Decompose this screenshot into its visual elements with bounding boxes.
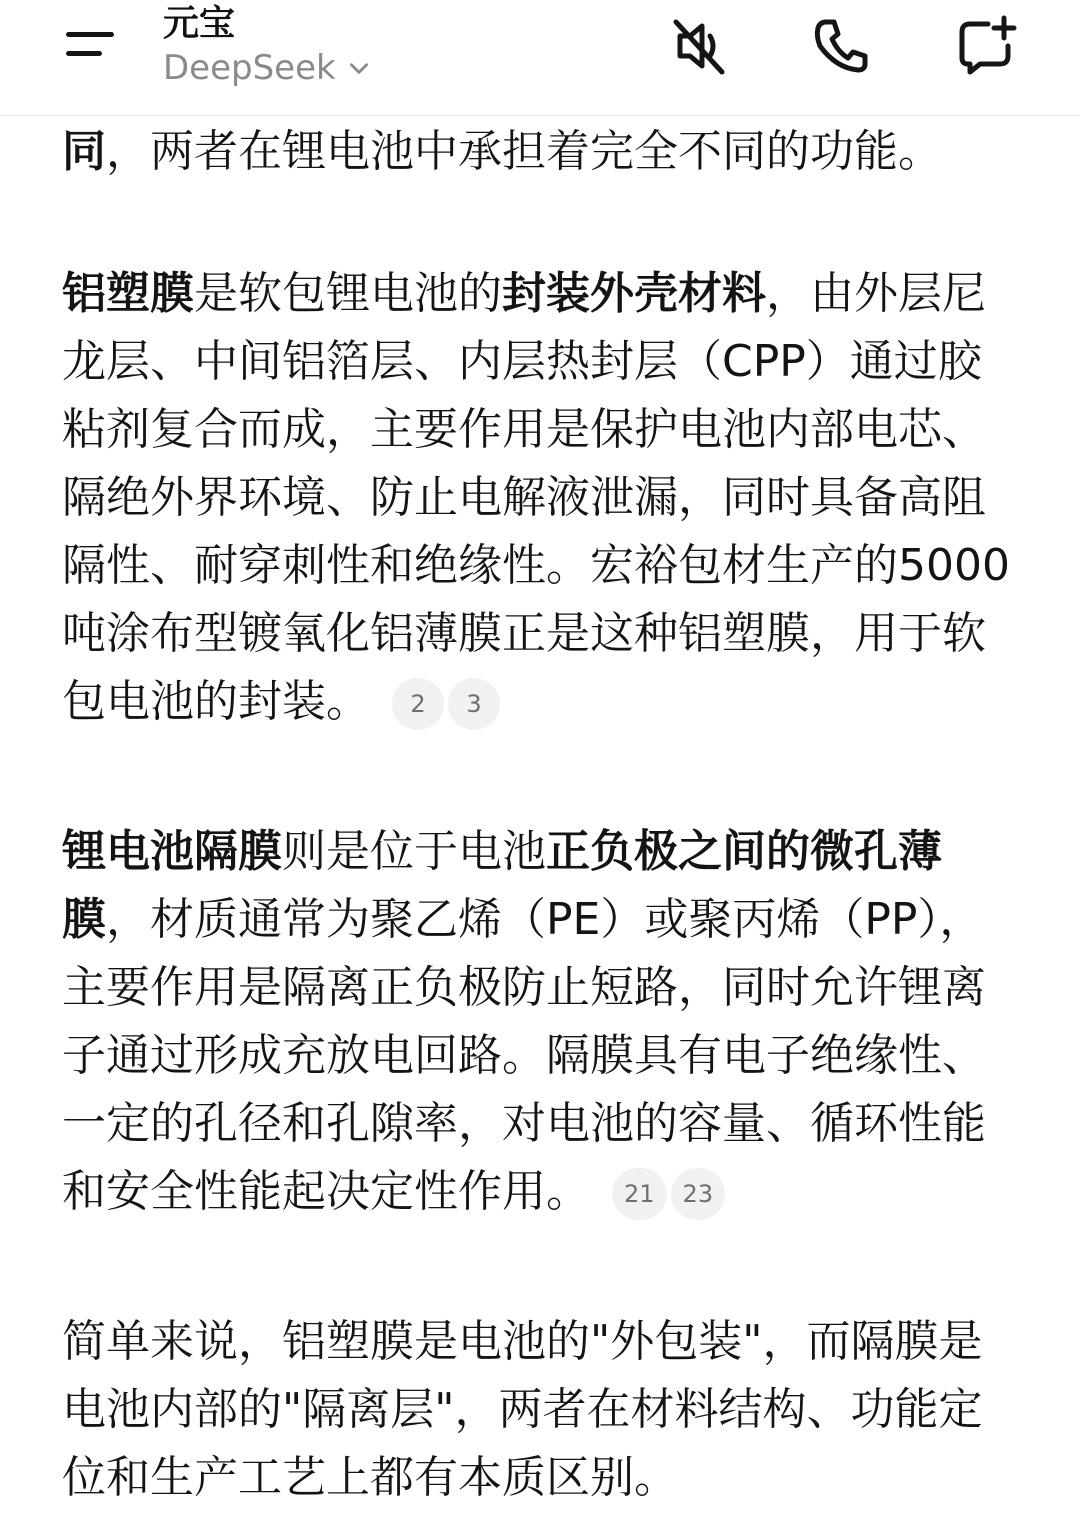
chat-message [62, 118, 1022, 1512]
bold-text: 正负极之间的微孔薄膜 [62, 826, 942, 945]
call-button[interactable] [804, 10, 876, 82]
title-block [163, 2, 372, 88]
body-text: ，材质通常为聚乙烯（PE）或聚丙烯（PP），主要作用是隔离正负极防止短路，同时允许锂离子通过形成充放电回路。隔膜具有电子绝缘性、一定的孔径和孔隙率，对电池的容量、循环性能和安全性能起决定性作用。 [62, 894, 986, 1217]
citation-badge[interactable]: 23 [671, 1168, 726, 1220]
body-text: ，由外层尼龙层、中间铝箔层、内层热封层（CPP）通过胶粘剂复合而成，主要作用是保护电池内部电芯、隔绝外界环境、防止电解液泄漏，同时具备高阻隔性、耐穿刺性和绝缘性。宏裕包材生产的5000吨涂布型镀氧化铝薄膜正是这种铝塑膜，用于软包电池的封装。 [62, 268, 1010, 727]
mute-button[interactable] [662, 10, 734, 82]
body-text: 是软包锂电池的 [194, 268, 502, 319]
citation-badge[interactable]: 3 [448, 678, 500, 730]
message-paragraph [62, 260, 1022, 736]
body-text: 简单来说，铝塑膜是电池的"外包装"，而隔膜是电池内部的"隔离层"，两者在材料结构、功能定位和生产工艺上都有本质区别。 [62, 1316, 983, 1503]
phone-icon [808, 14, 872, 78]
message-paragraph [62, 118, 1022, 186]
message-paragraph [62, 1308, 1022, 1512]
bold-text: 铝塑膜 [62, 268, 194, 319]
mute-icon [666, 14, 730, 78]
app-title: 元宝 [163, 3, 236, 44]
bold-text: 同 [62, 126, 106, 177]
bold-text: 锂电池隔膜 [62, 826, 282, 877]
bold-text: 封装外壳材料 [502, 268, 766, 319]
model-name: DeepSeek [163, 48, 336, 88]
citation-badge[interactable]: 2 [392, 678, 444, 730]
message-paragraph [62, 818, 1022, 1226]
new-chat-button[interactable] [950, 10, 1022, 82]
model-selector[interactable] [163, 48, 372, 88]
new-chat-icon [954, 14, 1018, 78]
citation-badge[interactable]: 21 [612, 1168, 667, 1220]
menu-icon[interactable] [56, 18, 128, 66]
top-bar [0, 0, 1080, 116]
body-text: 则是位于电池 [282, 826, 546, 877]
chevron-down-icon [346, 55, 372, 81]
body-text: ，两者在锂电池中承担着完全不同的功能。 [106, 126, 942, 177]
